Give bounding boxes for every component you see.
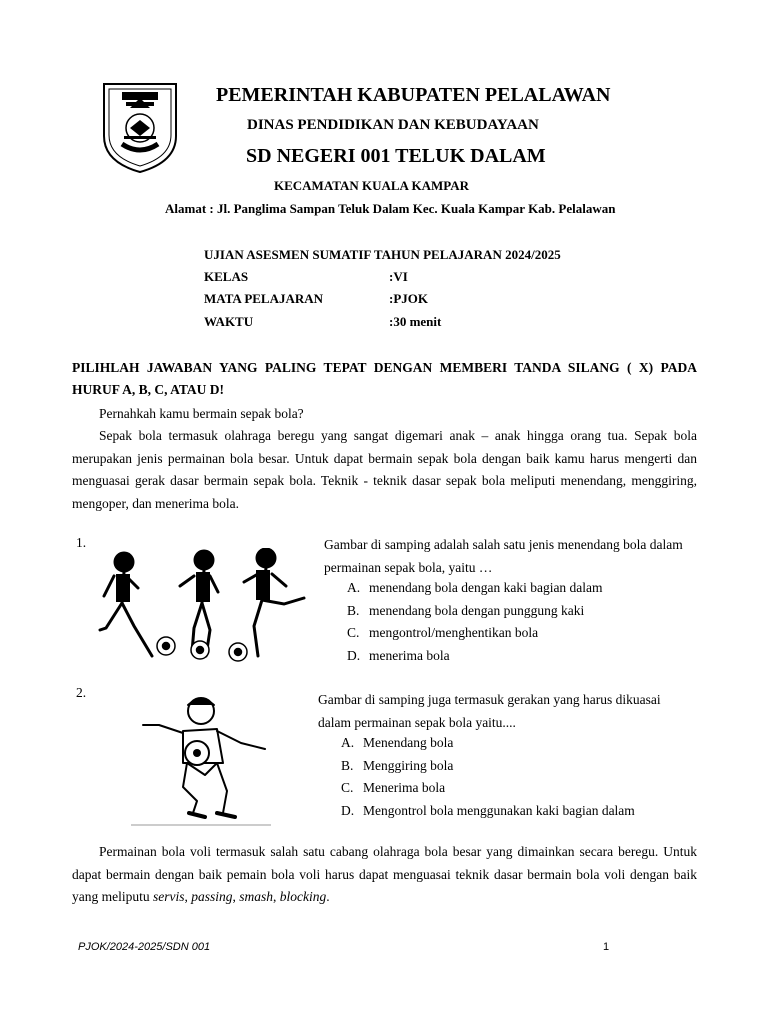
separator: , [273,889,280,904]
question-2-option-c[interactable] [341,780,445,796]
option-letter: C. [347,625,360,640]
option-letter: B. [341,758,354,773]
option-letter: C. [341,780,354,795]
period: . [326,889,330,904]
meta-label-subject: MATA PELAJARAN [204,291,324,306]
meta-value-class: :VI [389,269,408,284]
soccer-ball-control-illustration [131,691,283,831]
meta-label-class: KELAS [204,269,249,284]
separator: , [184,889,192,904]
header-regency: PEMERINTAH KABUPATEN PELALAWAN [216,84,611,106]
term-servis: servis [153,889,185,904]
option-text: menerima bola [369,648,450,663]
term-passing: passing [191,889,233,904]
question-1-number: 1. [76,535,87,550]
question-2-option-a[interactable] [341,735,453,751]
option-text: mengontrol/menghentikan bola [369,625,539,640]
header-school-name: SD NEGERI 001 TELUK DALAM [246,145,546,167]
exam-title: UJIAN ASESMEN SUMATIF TAHUN PELAJARAN 2024/2025 [204,247,561,262]
question-1-stem: Gambar di samping adalah salah satu jenis menendang bola dalam permainan sepak bola, yaitu … [324,537,683,575]
question-1-option-d[interactable] [347,648,450,664]
option-text: Mengontrol bola menggunakan kaki bagian dalam [363,803,635,818]
page-number: 1 [603,941,610,953]
option-letter: D. [341,803,355,818]
question-2-stem: Gambar di samping juga termasuk gerakan yang harus dikuasai dalam permainan sepak bola yaitu.... [318,692,661,730]
soccer-kicking-sequence-illustration [94,548,312,666]
option-text: Menggiring bola [363,758,454,773]
volleyball-paragraph [72,841,697,909]
meta-label-time: WAKTU [204,314,254,329]
option-letter: B. [347,603,360,618]
header-department: DINAS PENDIDIKAN DAN KEBUDAYAAN [247,117,539,133]
question-2-option-d[interactable] [341,803,635,819]
option-letter: A. [341,735,355,750]
volleyball-text: Permainan bola voli termasuk salah satu cabang olahraga bola besar yang dimainkan secara beregu. Untuk dapat bermain dengan baik pemain bola voli harus dapat menguasai teknik dasar bermain bola voli dengan baik yang meliputu [72,844,697,904]
intro-paragraph: Sepak bola termasuk olahraga beregu yang sangat digemari anak – anak hingga orang tua. Sepak bola merupakan jenis permainan bola besar. Untuk dapat bermain sepak bola dengan baik kamu harus mengerti dan menguasai gerak dasar bermain sepak bola. Teknik - teknik dasar sepak bola meliputi menendang, menggiring, mengoper, dan menerima bola. [72,428,697,511]
pelalawan-regency-crest-icon [100,78,180,174]
term-blocking: blocking [279,889,327,904]
option-letter: D. [347,648,361,663]
option-text: menendang bola dengan kaki bagian dalam [369,580,603,595]
question-2-number: 2. [76,685,87,700]
term-smash: smash [239,889,274,904]
option-text: menendang bola dengan punggung kaki [369,603,585,618]
question-1-option-a[interactable] [347,580,603,596]
header-address: Alamat : Jl. Panglima Sampan Teluk Dalam Kec. Kuala Kampar Kab. Pelalawan [165,201,616,216]
question-2-option-b[interactable] [341,758,453,774]
option-text: Menendang bola [363,735,454,750]
meta-value-subject: :PJOK [389,291,428,306]
intro-question: Pernahkah kamu bermain sepak bola? [99,406,304,421]
option-text: Menerima bola [363,780,446,795]
separator: , [232,889,240,904]
question-1-option-b[interactable] [347,603,584,619]
footer-document-code: PJOK/2024-2025/SDN 001 [78,941,211,953]
meta-value-time: :30 menit [389,314,442,329]
header-district: KECAMATAN KUALA KAMPAR [274,178,469,193]
question-1-option-c[interactable] [347,625,538,641]
option-letter: A. [347,580,361,595]
instructions: PILIHLAH JAWABAN YANG PALING TEPAT DENGAN MEMBERI TANDA SILANG ( X) PADA HURUF A, B, C, ATAU D! [72,360,697,397]
